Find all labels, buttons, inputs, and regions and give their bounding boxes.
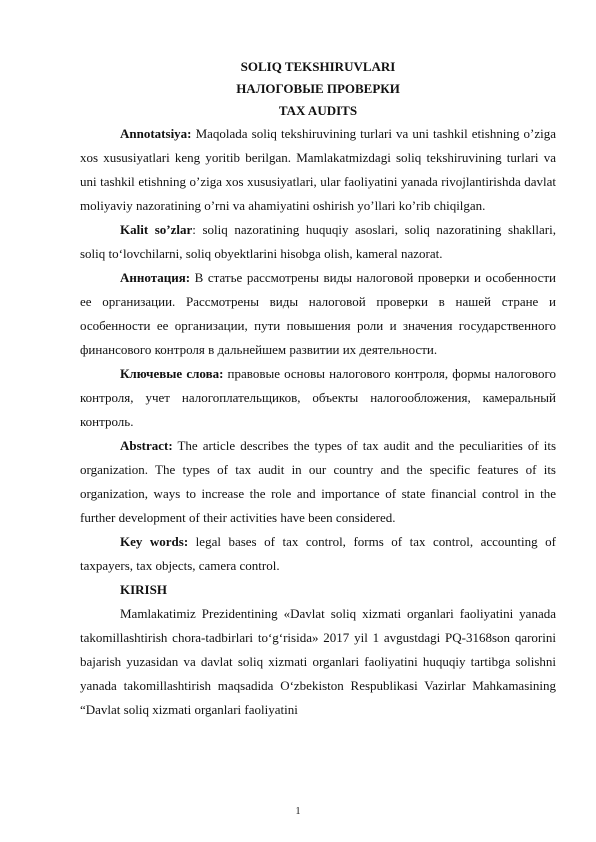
annotation-uzbek xyxy=(80,122,556,218)
abstract-english-text: The article describes the types of tax audit and the peculiarities of its organization. The types of tax audit in our country and the specific features of its organization, ways to increase the role and importance of state financial control in the further development of their activities have been considered. xyxy=(80,438,556,525)
annotation-russian-label: Аннотация: xyxy=(120,270,191,285)
keywords-english xyxy=(80,530,556,578)
document-page xyxy=(80,56,556,722)
keywords-uzbek xyxy=(80,218,556,266)
title-uzbek: SOLIQ TEKSHIRUVLARI xyxy=(240,59,396,74)
keywords-english-label: Key words: xyxy=(120,534,189,549)
title-russian: НАЛОГОВЫЕ ПРОВЕРКИ xyxy=(236,81,400,96)
keywords-russian-label: Ключевые слова: xyxy=(120,366,224,381)
keywords-russian xyxy=(80,362,556,434)
page-number: 1 xyxy=(295,806,301,817)
intro-paragraph: Mamlakatimiz Prezidentining «Davlat soliq xizmati organlari faoliyatini yanada takomillashtirish chora-tadbirlari to‘g‘risida» 2017 yil 1 avgustdagi PQ-3168son qarorini bajarish yuzasidan va davlat soliq xizmati organlari faoliyatini huquqiy tartibga solishni yanada takomillashtirish maqsadida O‘zbekiston Respublikasi Vazirlar Mahkamasining “Davlat soliq xizmati organlari faoliyatini xyxy=(80,606,556,717)
abstract-english xyxy=(80,434,556,530)
keywords-uzbek-label: Kalit so’zlar xyxy=(120,222,193,237)
keywords-uzbek-text: : soliq nazoratining huquqiy asoslari, soliq nazoratining shakllari, soliq to‘lovchilarni, soliq obyektlarini hisobga olish, kameral nazorat. xyxy=(80,222,556,261)
annotation-russian-text: В статье рассмотрены виды налоговой проверки и особенности ее организации. Рассмотрены виды налоговой проверки в нашей стране и особенности ее организации, пути повышения роли и значения государственного финансового контроля в дальнейшем развитии их деятельности. xyxy=(80,270,556,357)
section-heading-introduction: KIRISH xyxy=(120,582,167,597)
keywords-russian-text: правовые основы налогового контроля, формы налогового контроля, учет налогоплательщиков, объекты налогообложения, камеральный контроль. xyxy=(80,366,556,429)
title-english: TAX AUDITS xyxy=(278,103,358,118)
annotation-uzbek-text: Maqolada soliq tekshiruvining turlari va uni tashkil etishning o’ziga xos xususiyatlari keng yoritib berilgan. Mamlakatmizdagi soliq tekshiruvining turlari va uni tashkil etishning o’ziga xos xususiyatlari, ular faoliyatini yanada rivojlantirishda davlat moliyaviy nazoratining o’rni va ahamiyatini oshirish yo’llari ko’rib chiqilgan. xyxy=(80,126,556,213)
annotation-uzbek-label: Annotatsiya: xyxy=(120,126,192,141)
keywords-english-text: legal bases of tax control, forms of tax control, accounting of taxpayers, tax objects, camera control. xyxy=(80,534,556,573)
annotation-russian xyxy=(80,266,556,362)
abstract-english-label: Abstract: xyxy=(120,438,173,453)
